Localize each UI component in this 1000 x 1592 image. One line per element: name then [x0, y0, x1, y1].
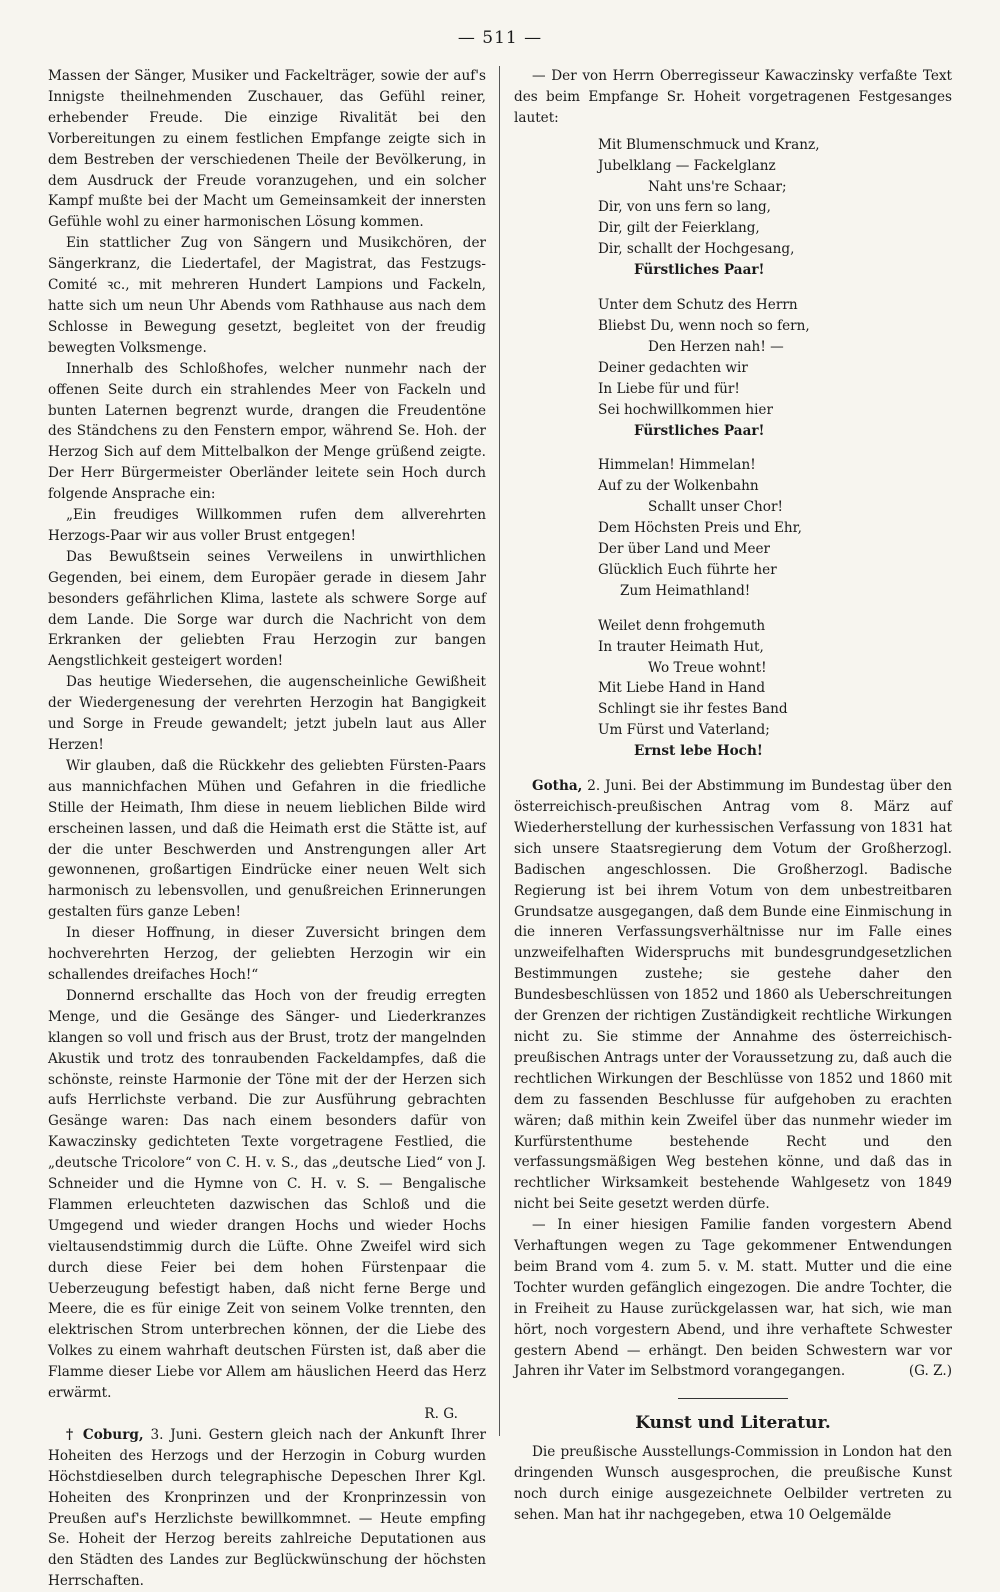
poem-line: Sei hochwillkommen hier: [598, 401, 773, 418]
poem-line: Schallt unser Chor!: [648, 499, 783, 516]
poem-line: Mit Liebe Hand in Hand: [598, 680, 766, 697]
poem-stanza: [598, 135, 952, 281]
kunst-article: Die preußische Ausstellungs-Commission in London hat den dringenden Wunsch ausgesprochen, die preußische Kunst noch durch einige ausgezeichnete Oelbilder vertreten zu sehen. Man hat ihr nachgegeben, etwa 10 Oelgemälde: [514, 1444, 952, 1523]
poem-line: Dir, von uns fern so lang,: [598, 199, 772, 216]
poem-refrain: Fürstliches Paar!: [634, 422, 765, 439]
poem-line: Deiner gedachten wir: [598, 359, 748, 376]
poem-line: Mit Blumenschmuck und Kranz,: [598, 136, 820, 153]
article-paragraph: Innerhalb des Schloßhofes, welcher nunmehr nach der offenen Seite durch ein strahlendes Meer von Fackeln und bunten Laternen begrenzt wurde, drangen die Freudentöne des Ständchens zu den Fenstern empor, während Se. Hoh. der Herzog Sich auf dem Mittelbalkon der Menge grüßend zeigte. Der Herr Bürgermeister Oberländer leitete sein Hoch durch folgende Ansprache ein:: [48, 360, 486, 503]
poem-line: Dir, schallt der Hochgesang,: [598, 241, 795, 258]
article-paragraph: Ein stattlicher Zug von Sängern und Musikchören, der Sängerkranz, die Liedertafel, der Magistrat, das Festzugs-Comité ꝛc., mit mehreren Hundert Lampions und Fackeln, hatte sich um neun Uhr Abends vom Rathhause aus nach dem Schlosse in Bewegung gesetzt, begleitet von der freudig bewegten Volksmenge.: [48, 235, 486, 356]
poem-refrain: Ernst lebe Hoch!: [634, 743, 763, 760]
section-title: Kunst und Literatur.: [635, 1413, 831, 1434]
coburg-text: Gestern gleich nach der Ankunft Ihrer Hoheiten des Herzogs und der Herzogin in Coburg wurden Höchstdieselben durch telegraphische Depeschen Ihrer Kgl. Hoheiten des Kronprinzen und der Kronprinzessin von Preußen auf's Herzlichste bewillkommnet. — Heute empfing Se. Hoheit der Herzog bereits zahlreiche Deputationen aus den Städten des Landes zur Beglückwünschung der höchsten Herrschaften.: [48, 1426, 486, 1590]
article-paragraph: Donnernd erschallte das Hoch von der freudig erregten Menge, und die Gesänge des Sänger- und Liederkranzes klangen so voll und frisch aus der Brust, trotz der mangelnden Akustik und trotz des tonraubenden Fackeldampfes, daß die schönste, reinste Harmonie der Töne mit der der Herzen sich aufs Herrlichste verband. Die zur Ausführung gebrachten Gesänge waren: Das nach einem besonders dafür von Kawaczinsky gedichteten Texte vorgetragene Festlied, die „deutsche Tricolore“ von C. H. v. S., das „deutsche Lied“ von J. Schneider und die Hymne von C. H. v. S. — Bengalische Flammen erleuchteten dazwischen das Schloß und die Umgegend und wieder drangen Hochs und wieder Hochs vieltausendstimmig durch die Lüfte. Ohne Zweifel wird sich durch diese Feier bei dem hohen Fürstenpaar die Ueberzeugung befestigt haben, daß nicht ferne Berge und Meere, die es für einige Zeit von seinem Volke trennten, den elektrischen Strom unterbrechen können, der die Liebe des Volkes zu einem wahrhaft deutschen Fürsten ist, daß aber die Flamme dieser Liebe vor Allem am häuslichen Heerd das Herz erwärmt.: [48, 987, 486, 1402]
section-rule: [678, 1398, 788, 1399]
poem-line: Glücklich Euch führte her: [598, 561, 777, 578]
source-signature: (G. Z.): [908, 1363, 952, 1380]
column-divider: [499, 66, 500, 1436]
speech-paragraph: In dieser Hoffnung, in dieser Zuversicht bringen dem hochverehrten Herzog, der geliebten Herzogin wir ein schallendes dreifaches Hoch!“: [48, 925, 486, 983]
poem-line: Wo Treue wohnt!: [648, 659, 767, 676]
poem-line: Unter dem Schutz des Herrn: [598, 297, 798, 314]
poem-line: Zum Heimathland!: [620, 582, 751, 599]
speech-paragraph: „Ein freudiges Willkommen rufen dem allverehrten Herzogs-Paar wir aus voller Brust entgegen!: [48, 507, 486, 544]
poem-line: Schlingt sie ihr festes Band: [598, 701, 788, 718]
gotha-text: Bei der Abstimmung im Bundestag über den österreichisch-preußischen Antrag vom 8. März auf Wiederherstellung der kurhessischen Verfassung von 1831 hat sich unsere Staatsregierung dem Votum der Großherzogl. Badischen angeschlossen. Die Großherzogl. Badische Regierung ist bei ihrem Votum von dem unbestreitbaren Grundsatze ausgegangen, daß dem Bunde eine Einmischung in die inneren Verfassungsverhältnisse nur im Falle eines unzweifelhaften Widerspruchs mit bundesgrundgesetzlichen Bestimmungen zustehe; sie gestehe daher den Bundesbeschlüssen von 1852 und 1860 als Ueberschreitungen der Grenzen der richtigen Zuständigkeit rechtliche Wirkungen nicht zu. Sie stimme der Annahme des österreichisch-preußischen Antrags unter der Voraussetzung zu, daß auch die rechtlichen Wirkungen der Beschlüsse von 1852 und 1860 mit dem zu fassenden Beschlusse für aufgehoben zu erachten wären; daß mithin kein Zweifel über das nunmehr wieder im Kurfürstenthume bestehende Recht und den verfassungsmäßigen Weg bestehen könne, und daß das in rechtlicher Wirksamkeit bestehende Wahlgesetz von 1849 nicht bei Seite gesetzt werden dürfe.: [514, 778, 952, 1213]
dateline-place: Gotha,: [532, 778, 583, 795]
poem-line: Jubelklang — Fackelglanz: [598, 157, 776, 174]
poem-line: Den Herzen nah! —: [648, 338, 784, 355]
poem-intro: — Der von Herrn Oberregisseur Kawaczinsky verfaßte Text des beim Empfange Sr. Hoheit vorgetragenen Festgesanges lautet:: [514, 68, 952, 126]
dateline-date: 3. Juni.: [143, 1426, 202, 1443]
poem-line: Um Fürst und Vaterland;: [598, 722, 770, 739]
poem-stanza: [598, 455, 952, 601]
left-column: [48, 66, 486, 1592]
festival-poem: [514, 135, 952, 762]
poem-line: Auf zu der Wolkenbahn: [598, 478, 759, 495]
speech-paragraph: Das Bewußtsein seines Verweilens in unwirthlichen Gegenden, bei einem, dem Europäer gerade in diesem Jahr besonders gefährlichen Klima, lastete als schwere Sorge auf dem Lande. Die Sorge war durch die Nachricht von dem Erkranken der geliebten Frau Herzogin zur bangen Aengstlichkeit gesteigert worden!: [48, 548, 486, 670]
author-signature: R. G.: [424, 1406, 458, 1422]
poem-line: In Liebe für und für!: [598, 380, 740, 397]
dateline-place: † Coburg,: [66, 1426, 144, 1443]
poem-line: Naht uns're Schaar;: [648, 178, 787, 195]
poem-refrain: Fürstliches Paar!: [634, 262, 765, 279]
poem-stanza: [598, 616, 952, 762]
right-column: [514, 66, 952, 1526]
family-article: [514, 1215, 952, 1382]
page-number: — 511 —: [457, 28, 543, 48]
poem-line: Himmelan! Himmelan!: [598, 457, 756, 474]
poem-stanza: [598, 295, 952, 441]
poem-line: Der über Land und Meer: [598, 541, 771, 558]
article-paragraph: Massen der Sänger, Musiker und Fackelträger, sowie der auf's Innigste theilnehmenden Zuschauer, das Gefühl reiner, erhebender Freude. Die einzige Rivalität bei den Vorbereitungen zu einem festlichen Empfange zeigte sich in dem Bestreben der verschiedenen Theile der Bevölkerung, in dem Ausdruck der Freude voranzugehen, und ein solcher Kampf mußte bei der Macht um Gemeinsamkeit der innersten Gefühle wohl zu einer harmonischen Lösung kommen.: [48, 68, 486, 231]
poem-line: Bliebst Du, wenn noch so fern,: [598, 317, 810, 334]
family-text: — In einer hiesigen Familie fanden vorgestern Abend Verhaftungen wegen zu Tage gekommener Entwendungen beim Brand vom 4. zum 5. v. M. statt. Mutter und die eine Tochter wurden gefänglich eingezogen. Die andre Tochter, die in Freiheit zu Hause zurückgelassen war, hat sich, wie man hört, noch vorgestern Abend, und ihre verhaftete Schwester gestern Abend — erhängt. Den beiden Schwestern war vor Jahren ihr Vater im Selbstmord vorangegangen.: [514, 1217, 952, 1380]
speech-paragraph: Das heutige Wiedersehen, die augenscheinliche Gewißheit der Wiedergenesung der verehrten Herzogin hat Bangigkeit und Sorge in Freude gewandelt; jetzt jubeln laut aus Aller Herzen!: [48, 674, 486, 753]
poem-line: Dem Höchsten Preis und Ehr,: [598, 520, 802, 537]
gotha-article: [514, 776, 952, 1215]
dateline-date: 2. Juni.: [582, 778, 637, 795]
poem-line: In trauter Heimath Hut,: [598, 638, 764, 655]
coburg-article: [48, 1425, 486, 1592]
speech-paragraph: Wir glauben, daß die Rückkehr des geliebten Fürsten-Paars aus mannichfachen Mühen und Gefahren in die friedliche Stille der Heimath, Ihm diese in neuem lieblichen Bilde wird erscheinen lassen, und daß die Heimath erst die Stätte ist, auf der die unter Beschwerden und Anstrengungen aller Art gewonnenen, großartigen Eindrücke einer neuen Welt sich harmonisch zu lebensvollen, und genußreichen Erinnerungen gestalten fürs ganze Leben!: [48, 757, 486, 921]
poem-line: Dir, gilt der Feierklang,: [598, 220, 760, 237]
poem-line: Weilet denn frohgemuth: [598, 617, 766, 634]
